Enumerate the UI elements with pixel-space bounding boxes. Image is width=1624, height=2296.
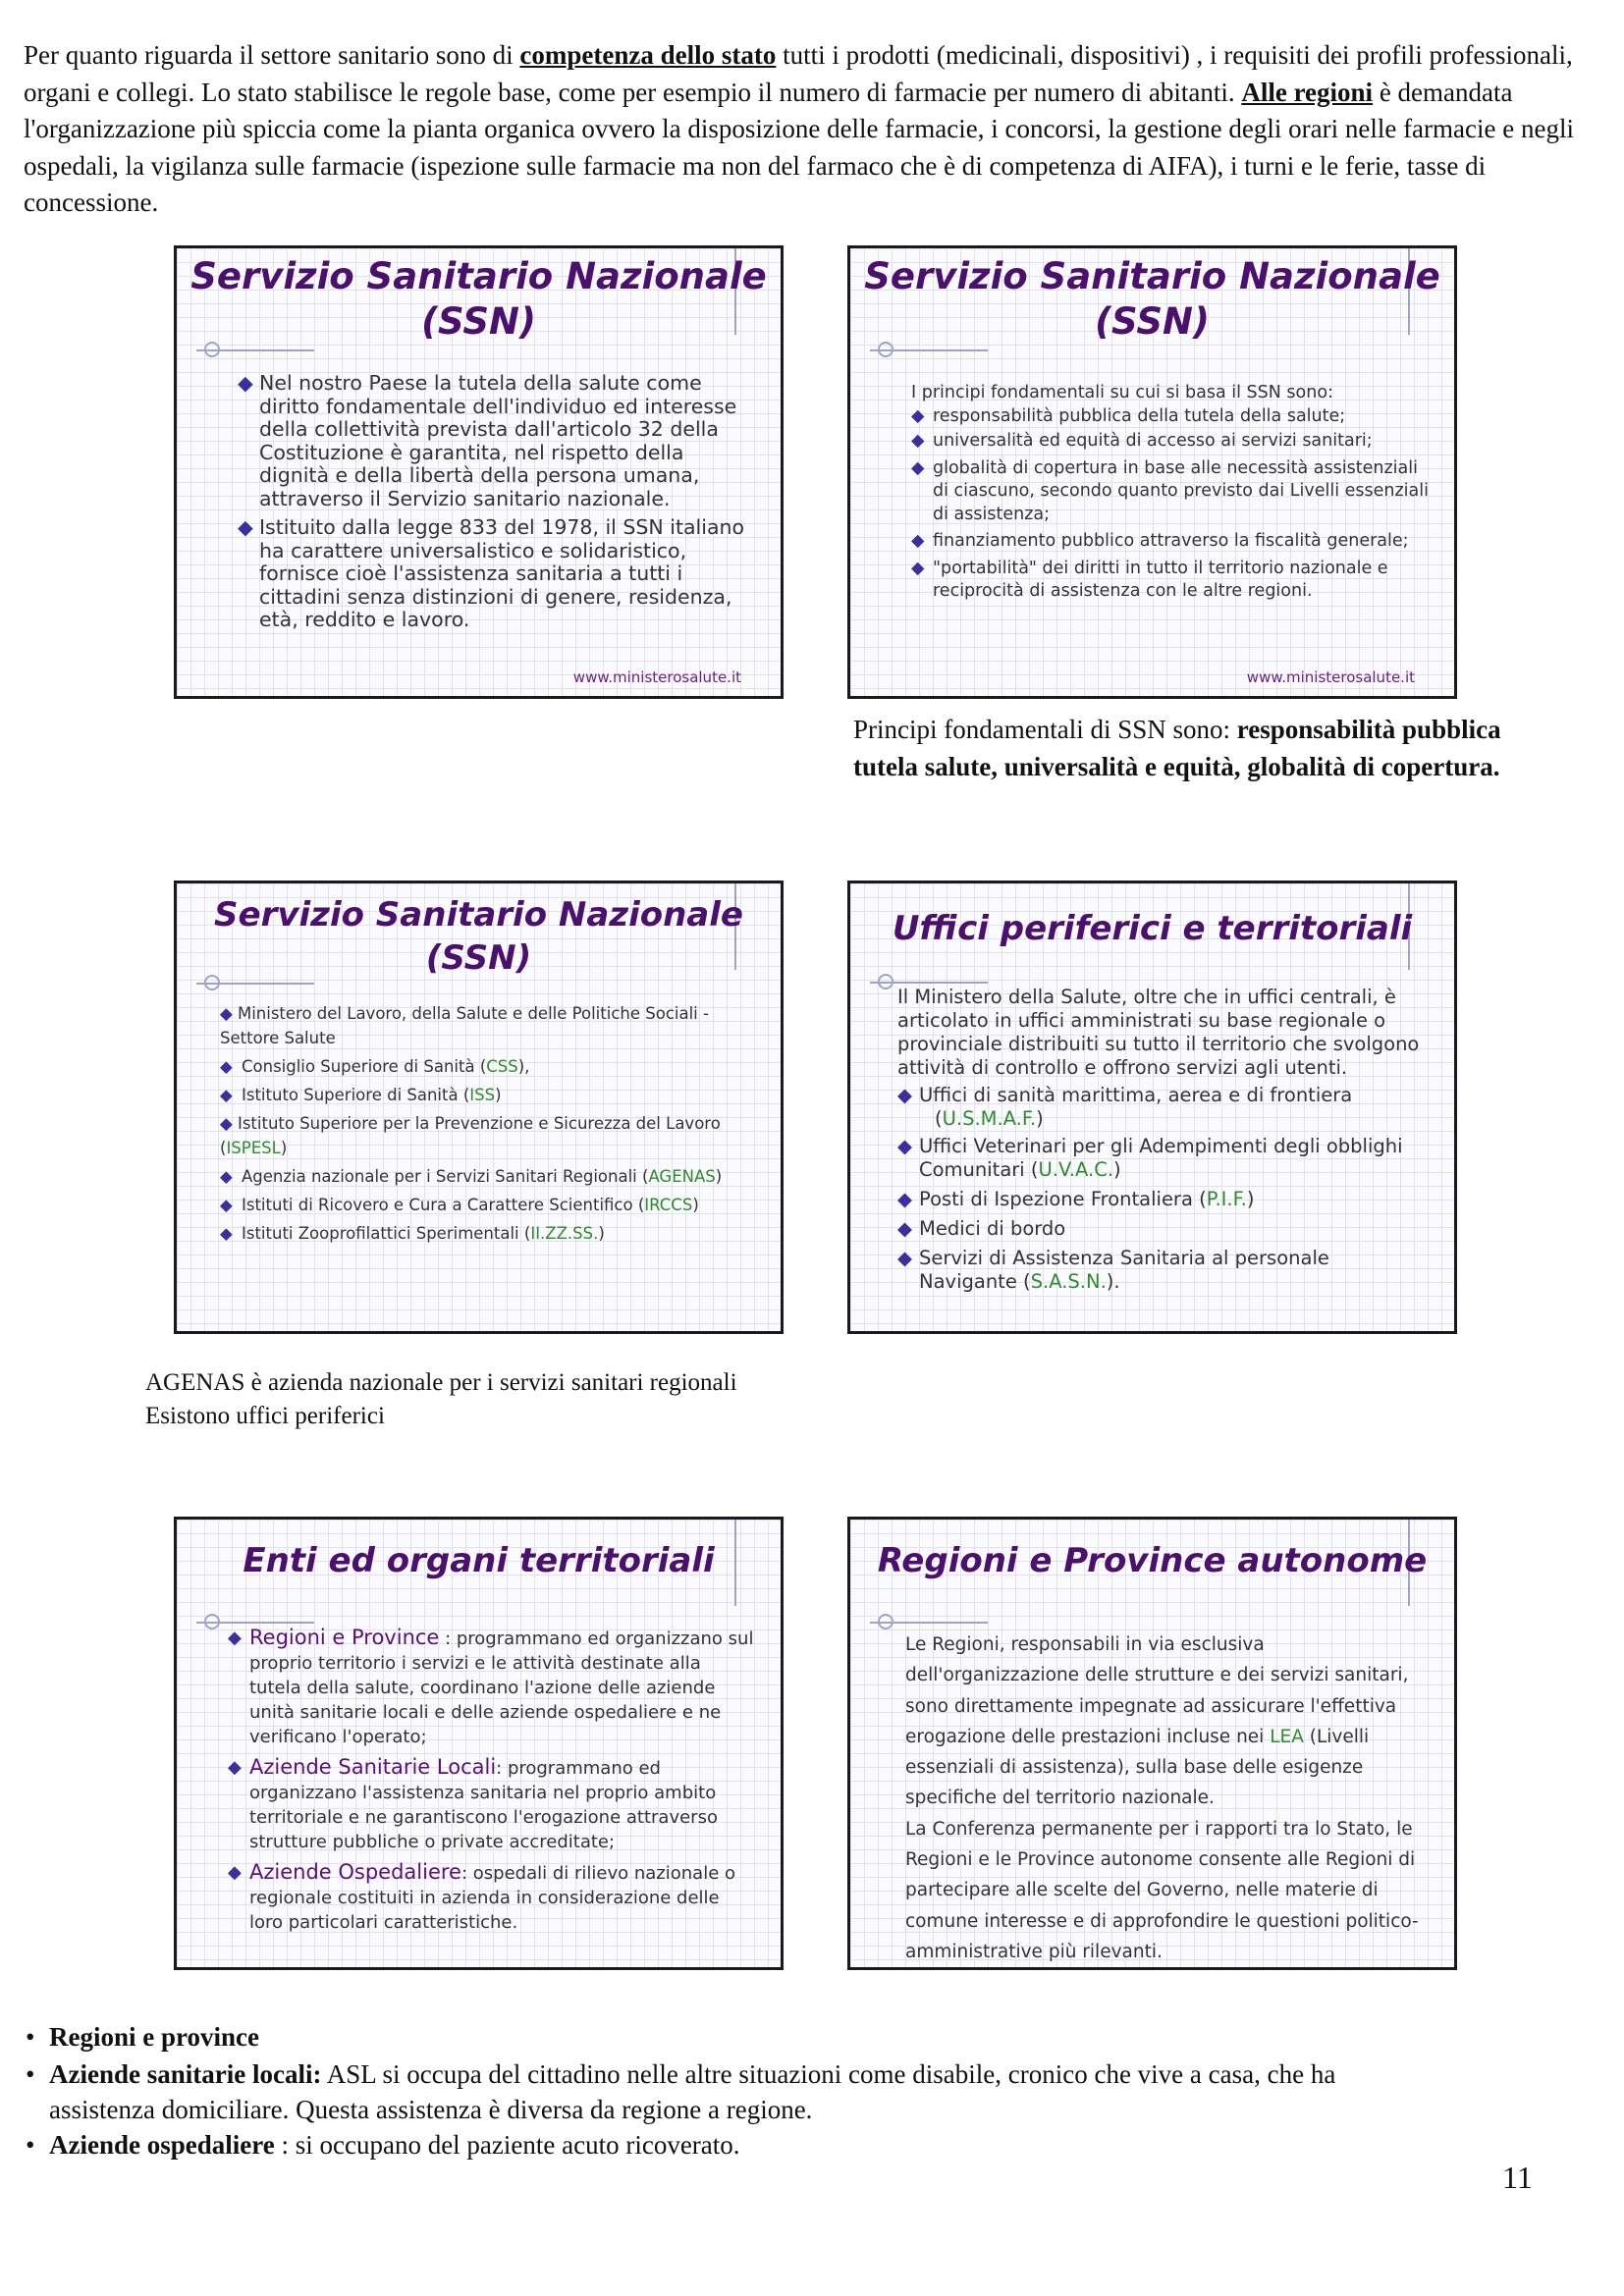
note-line: AGENAS è azienda nazionale per i servizi sanitari regionali bbox=[145, 1369, 737, 1396]
list-item bbox=[228, 1626, 758, 1749]
list-item: ◆ responsabilità pubblica della tutela della salute; bbox=[911, 405, 1432, 429]
slide-title bbox=[187, 254, 771, 345]
list-item-text: ) bbox=[715, 1167, 723, 1186]
list-item-text: ) bbox=[495, 1086, 502, 1104]
slide-title bbox=[187, 893, 771, 980]
list-item-head: Regioni e Province bbox=[249, 1626, 440, 1649]
list-item-text: Istituto Superiore di Sanità ( bbox=[242, 1086, 470, 1104]
acronym: ISPESL bbox=[226, 1139, 281, 1157]
slide-title-line: (SSN) bbox=[421, 300, 536, 343]
slide-title-line: Servizio Sanitario Nazionale bbox=[190, 255, 767, 297]
slide-ssn-bodies bbox=[174, 881, 784, 1334]
list-item-head: Aziende Sanitarie Locali bbox=[249, 1755, 497, 1779]
slide-title-line: Servizio Sanitario Nazionale bbox=[214, 895, 743, 934]
list-item-text: : programmano ed organizzano sul proprio territorio i servizi e le attività destinate alla tutela della salute, coordinano l'azione delle aziende unità sanitarie locali e delle aziende ospedaliere e ne verificano l'operato; bbox=[249, 1629, 754, 1747]
list-item: ◆ Uffici di sanità marittima, aerea e di frontiera (U.S.M.A.F.) bbox=[897, 1084, 1428, 1131]
acronym: IRCCS bbox=[644, 1196, 693, 1214]
note-line: Esistono uffici periferici bbox=[145, 1403, 385, 1429]
slide-peripheral-offices bbox=[847, 881, 1457, 1334]
paragraph-text: (Livelli essenziali di assistenza), sulla base delle esigenze specifiche del territorio nazionale. bbox=[905, 1726, 1370, 1809]
slide-body bbox=[238, 372, 748, 632]
list-item bbox=[220, 1083, 750, 1107]
acronym: P.I.F. bbox=[1206, 1188, 1247, 1210]
intro-emphasis-state: competenza dello stato bbox=[519, 40, 777, 70]
intro-text-2: tutti i prodotti (medicinali, dispositivi) , i requisiti dei profili professionali, organi e collegi. Lo stato stabilisce le regole base, come per esempio il numero di farmacie per numero di abitanti. bbox=[24, 40, 1573, 107]
slide-regions bbox=[847, 1517, 1457, 1970]
list-item: ◆ Istituito dalla legge 833 del 1978, il SSN italiano ha carattere universalistico e solidaristico, fornisce cioè l'assistenza sanitaria a tutti i cittadini senza distinzioni di genere, residenza, età, reddito e lavoro. bbox=[238, 516, 748, 632]
list-item: ◆ finanziamento pubblico attraverso la fiscalità generale; bbox=[911, 530, 1432, 554]
slide-deco-circle bbox=[878, 974, 893, 989]
list-item: ◆ Nel nostro Paese la tutela della salute come diritto fondamentale dell'individuo ed interesse della collettività prevista dall'articolo 32 della Costituzione è garantita, nel rispetto della dignità e della libertà della persona umana, attraverso il Servizio sanitario nazionale. bbox=[238, 372, 748, 510]
list-item bbox=[24, 2127, 1447, 2163]
diamond-icon: ◆ bbox=[220, 1114, 233, 1133]
list-item bbox=[228, 1755, 758, 1854]
list-item-text: Uffici Veterinari per gli Adempimenti degli obblighi Comunitari bbox=[919, 1135, 1403, 1181]
list-item bbox=[220, 1193, 750, 1217]
list-item-text: ) bbox=[692, 1196, 699, 1214]
list-item bbox=[220, 1221, 750, 1246]
list-item: ◆ Servizi di Assistenza Sanitaria al personale Navigante (S.A.S.N.). bbox=[897, 1247, 1428, 1294]
slide-title-line: (SSN) bbox=[1095, 300, 1210, 343]
slide-source: www.ministerosalute.it bbox=[1246, 668, 1415, 686]
slide-title bbox=[860, 254, 1444, 345]
slide-source: www.ministerosalute.it bbox=[572, 668, 741, 686]
acronym: II.ZZ.SS. bbox=[530, 1224, 599, 1243]
list-item bbox=[24, 2019, 1447, 2055]
list-item: ◆ "portabilità" dei diritti in tutto il territorio nazionale e reciprocità di assistenza con le altre regioni. bbox=[911, 558, 1432, 604]
acronym: U.S.M.A.F. bbox=[942, 1107, 1037, 1130]
list-item-text: Medici di bordo bbox=[919, 1217, 1066, 1240]
slide-body bbox=[905, 1629, 1435, 1967]
list-item-text: Istituti Zooprofilattici Sperimentali ( bbox=[242, 1224, 531, 1243]
note-text: Principi fondamentali di SSN sono: bbox=[853, 715, 1237, 744]
summary-list bbox=[24, 2019, 1447, 2163]
list-item-text: ) bbox=[280, 1139, 288, 1157]
list-item: ◆ Uffici Veterinari per gli Adempimenti degli obblighi Comunitari (U.V.A.C.) bbox=[897, 1135, 1428, 1182]
slide-lead: Il Ministero della Salute, oltre che in uffici centrali, è articolato in uffici amministrati su base regionale o provinciale distribuiti su tutto il territorio che svolgono attività di controllo e offrono servizi agli utenti. bbox=[897, 986, 1420, 1079]
acronym: LEA bbox=[1270, 1726, 1304, 1747]
list-item bbox=[24, 2056, 1447, 2127]
slide-body bbox=[911, 382, 1432, 604]
list-item: ◆ universalità ed equità di accesso ai servizi sanitari; bbox=[911, 430, 1432, 454]
slide-paragraph bbox=[905, 1629, 1435, 1814]
slide-title: Regioni e Province autonome bbox=[877, 1541, 1428, 1580]
list-item-head: Regioni e province bbox=[49, 2022, 259, 2052]
list-item-head: Aziende ospedaliere bbox=[49, 2130, 275, 2160]
slide-title-line: Servizio Sanitario Nazionale bbox=[864, 255, 1440, 297]
list-item-text: ), bbox=[517, 1057, 530, 1076]
note-principles bbox=[853, 711, 1541, 785]
acronym: S.A.S.N. bbox=[1030, 1270, 1107, 1293]
slide-deco-circle bbox=[204, 1614, 220, 1629]
list-item-text: Servizi di Assistenza Sanitaria al personale Navigante bbox=[919, 1247, 1329, 1293]
slide-title: Enti ed organi territoriali bbox=[243, 1541, 715, 1580]
list-item-head: Aziende sanitarie locali: bbox=[49, 2059, 322, 2089]
slide-deco-circle bbox=[878, 1614, 893, 1629]
slide-ssn-principles bbox=[847, 245, 1457, 699]
intro-paragraph bbox=[24, 37, 1595, 222]
list-item-text: Agenzia nazionale per i Servizi Sanitari Regionali ( bbox=[242, 1167, 649, 1186]
list-item-text: Istituto Superiore per la Prevenzione e Sicurezza del Lavoro ( bbox=[220, 1114, 721, 1157]
list-item bbox=[220, 1054, 750, 1079]
list-item-head: Aziende Ospedaliere bbox=[249, 1860, 461, 1884]
list-item-text: ASL si occupa del cittadino nelle altre situazioni come disabile, cronico che vive a casa, che ha assistenza domiciliare. Questa assistenza è diversa da regione a regione. bbox=[49, 2059, 1336, 2124]
list-item: ◆ Posti di Ispezione Frontaliera (P.I.F.) bbox=[897, 1188, 1428, 1211]
list-item-text: : si occupano del paziente acuto ricoverato. bbox=[274, 2130, 740, 2160]
acronym: ISS bbox=[469, 1086, 496, 1104]
intro-text-3: è demandata l'organizzazione più spiccia come la pianta organica ovvero la disposizione delle farmacie, i concorsi, la gestione degli orari nelle farmacie e negli ospedali, la vigilanza sulle farmacie (ispezione sulle farmacie ma non del farmaco che è di competenza di AIFA), i turni e le ferie, tasse di concessione. bbox=[24, 77, 1574, 217]
slide-paragraph: La Conferenza permanente per i rapporti tra lo Stato, le Regioni e le Province autonome consente alle Regioni di partecipare alle scelte del Governo, nelle materie di comune interesse e di approfondire le questioni politico-amministrative più rilevanti. bbox=[905, 1818, 1419, 1962]
acronym: CSS bbox=[486, 1057, 518, 1076]
slide-title: Uffici periferici e territoriali bbox=[892, 909, 1413, 948]
list-item-text: Consiglio Superiore di Sanità ( bbox=[242, 1057, 487, 1076]
slide-territorial-bodies bbox=[174, 1517, 784, 1970]
list-item-text: ) bbox=[598, 1224, 605, 1243]
paragraph-text: Le Regioni, responsabili in via esclusiva dell'organizzazione delle strutture e dei servizi sanitari, sono direttamente impegnate ad assicurare l'effettiva erogazione delle prestazioni incluse nei bbox=[905, 1634, 1409, 1747]
note-agenas bbox=[145, 1366, 737, 1433]
list-item-text: Posti di Ispezione Frontaliera bbox=[919, 1188, 1193, 1210]
list-item-text: Ministero del Lavoro, della Salute e delle Politiche Sociali - Settore Salute bbox=[220, 1004, 709, 1047]
acronym: U.V.A.C. bbox=[1038, 1158, 1114, 1181]
list-item bbox=[228, 1860, 758, 1935]
list-item-text: : ospedali di rilievo nazionale o regionale costituiti in azienda in considerazione delle loro particolari caratteristiche. bbox=[249, 1863, 736, 1933]
slide-body bbox=[228, 1626, 758, 1935]
intro-text-1: Per quanto riguarda il settore sanitario sono di bbox=[24, 40, 520, 70]
slide-title-line: (SSN) bbox=[425, 938, 532, 978]
acronym: AGENAS bbox=[648, 1167, 716, 1186]
note-emphasis: responsabilità pubblica tutela salute, universalità e equità, globalità di copertura. bbox=[853, 715, 1501, 781]
list-item: ◆ globalità di copertura in base alle necessità assistenziali di ciascuno, secondo quanto previsto dai Livelli essenziali di assistenza; bbox=[911, 457, 1432, 527]
list-item bbox=[220, 1164, 750, 1189]
list-item-text: : programmano ed organizzano l'assistenza sanitaria nel proprio ambito territoriale e ne garantiscono l'erogazione attraverso strutture pubbliche o private accreditate; bbox=[249, 1758, 718, 1852]
list-item bbox=[220, 1111, 750, 1160]
list-item bbox=[220, 1001, 750, 1050]
slide-body bbox=[897, 986, 1428, 1294]
slide-lead: I principi fondamentali su cui si basa il SSN sono: bbox=[911, 383, 1333, 402]
list-item-text: Uffici di sanità marittima, aerea e di frontiera bbox=[919, 1084, 1353, 1106]
list-item-text: Istituti di Ricovero e Cura a Carattere Scientifico ( bbox=[242, 1196, 645, 1214]
intro-emphasis-regions: Alle regioni bbox=[1241, 77, 1374, 107]
slide-ssn-1 bbox=[174, 245, 784, 699]
list-item bbox=[897, 1217, 1428, 1241]
page-number: 11 bbox=[1502, 2160, 1533, 2195]
slide-body bbox=[220, 1001, 750, 1246]
diamond-icon: ◆ bbox=[220, 1004, 233, 1023]
